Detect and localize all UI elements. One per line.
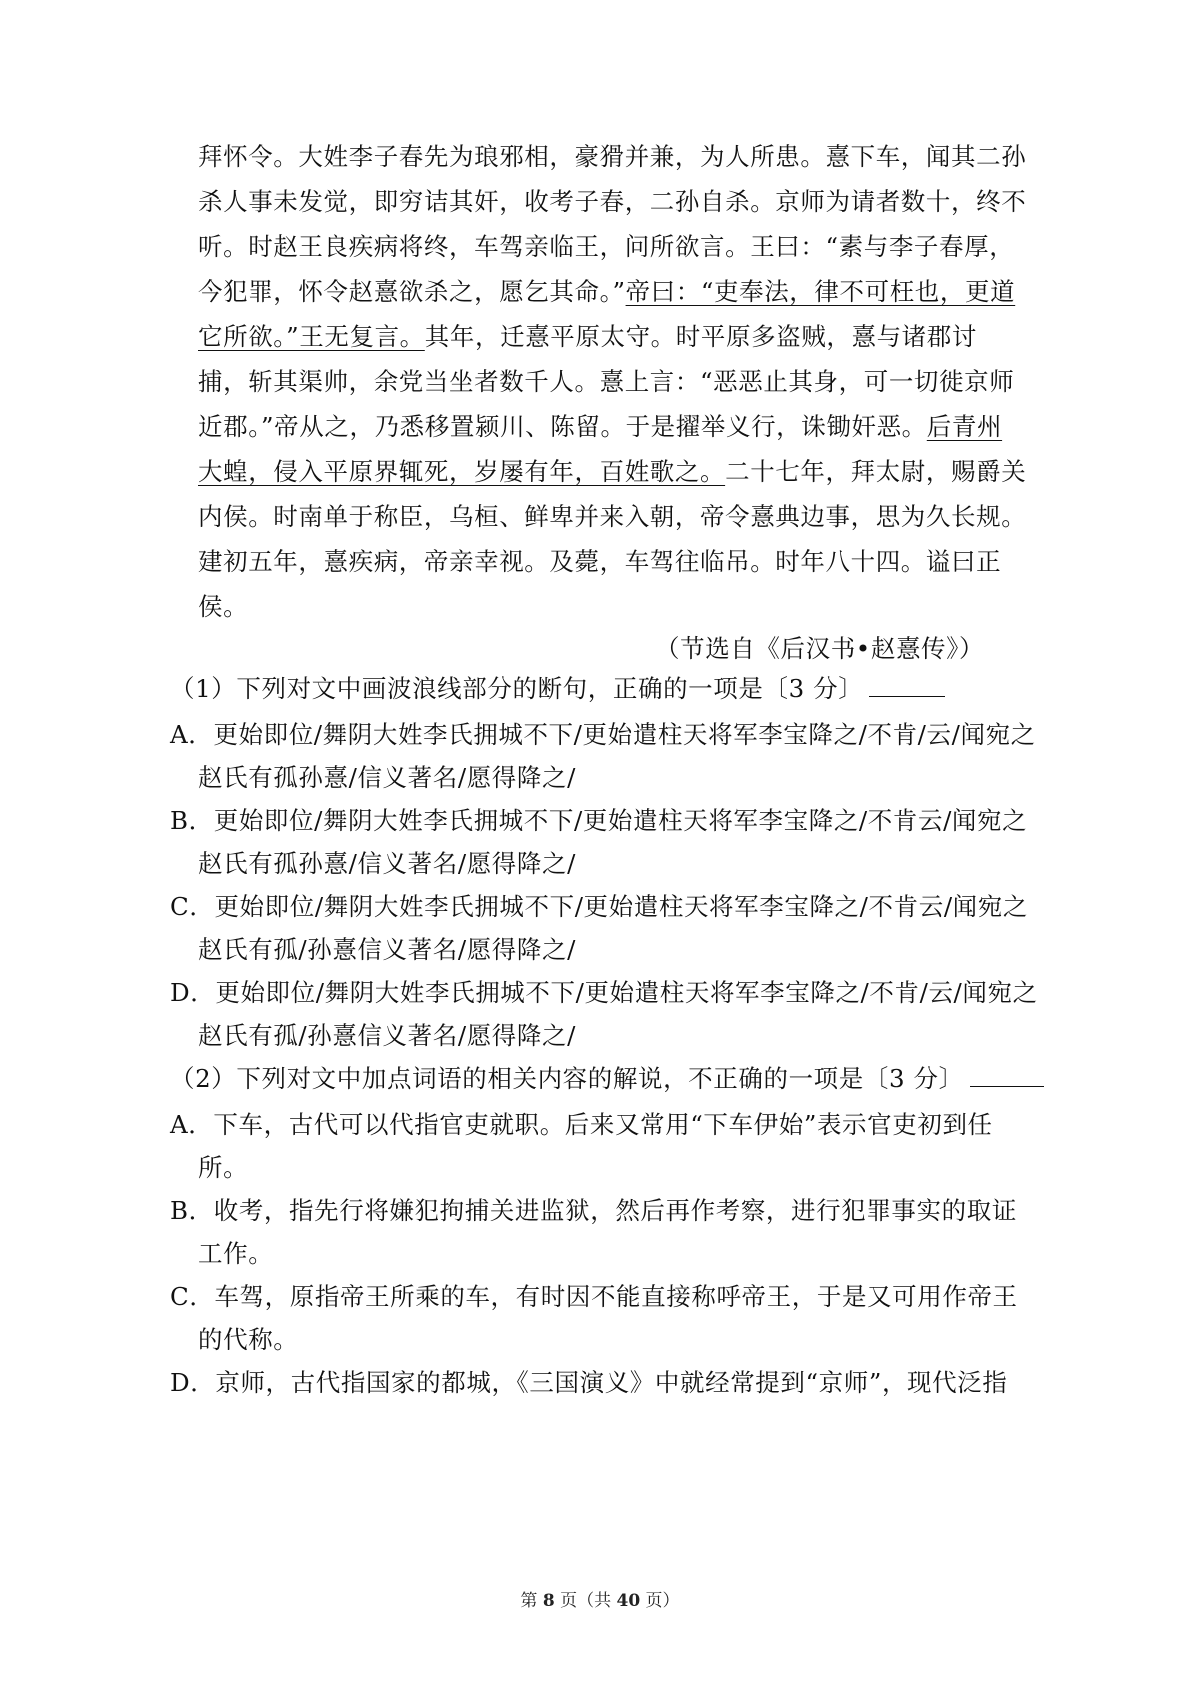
footer-prefix: 第 [520,1591,543,1611]
page-total: 40 [616,1591,641,1611]
q2-option-c-cont: 的代称。 [198,1325,299,1354]
passage-text: 近郡。”帝从之，乃悉移置颍川、陈留。于是擢举义行，诛锄奸恶。 [198,412,927,441]
passage-line-7 [198,410,1002,444]
passage-source: （节选自《后汉书•赵憙传》） [655,634,985,663]
q1-option-c[interactable] [170,890,1028,924]
option-text: 车驾，原指帝王所乘的车，有时因不能直接称呼帝王，于是又可用作帝王 [214,1282,1018,1311]
page-footer [0,1586,1200,1611]
answer-blank[interactable] [970,1064,1044,1087]
option-text: 收考，指先行将嫌犯拘捕关进监狱，然后再作考察，进行犯罪事实的取证 [213,1196,1017,1225]
option-label: A． [170,1110,214,1139]
option-label: A． [170,720,214,749]
passage-line-1 [198,140,1026,174]
passage-text: 杀人事未发觉，即穷诘其奸，收考子春，二孙自杀。京师为请者数十，终不 [198,187,1027,216]
option-text: 更始即位/舞阴大姓李氏拥城不下/更始遣柱天将军李宝降之/不肯云/闻宛之 [214,892,1028,921]
q1-option-a[interactable] [170,718,1036,752]
option-text: 更始即位/舞阴大姓李氏拥城不下/更始遣柱天将军李宝降之/不肯云/闻宛之 [213,806,1028,835]
answer-blank[interactable] [869,674,945,697]
option-label: D． [170,1368,216,1397]
passage-line-5 [198,320,977,354]
option-text: 更始即位/舞阴大姓李氏拥城不下/更始遣柱天将军李宝降之/不肯/云/闻宛之 [215,978,1038,1007]
underlined-sentence: 它所欲。”王无复言。 [198,322,425,351]
passage-text: 捕，斩其渠帅，余党当坐者数千人。憙上言：“恶恶止其身，可一切徙京师 [198,367,1015,396]
question-text: （1）下列对文中画波浪线部分的断句，正确的一项是〔3 分〕 [170,674,864,703]
q2-option-b-cont: 工作。 [198,1239,274,1268]
option-label: B． [170,1196,214,1225]
option-text: 京师，古代指国家的都城，《三国演义》中就经常提到“京师”，现代泛指 [215,1368,1008,1397]
q1-option-c-cont: 赵氏有孤/孙憙信义著名/愿得降之/ [198,935,576,964]
q1-option-d-cont: 赵氏有孤/孙憙信义著名/愿得降之/ [198,1021,576,1050]
passage-text: 其年，迁憙平原太守。时平原多盗贼，憙与诸郡讨 [424,322,977,351]
passage-line-11 [198,590,248,624]
question-text: （2）下列对文中加点词语的相关内容的解说，不正确的一项是〔3 分〕 [170,1064,964,1093]
q1-option-b-cont: 赵氏有孤孙憙/信义著名/愿得降之/ [198,849,576,878]
passage-line-6 [198,365,1014,399]
passage-text: 内侯。时南单于称臣，乌桓、鲜卑并来入朝，帝令憙典边事，思为久长规。 [198,502,1027,531]
option-label: C． [170,1282,215,1311]
passage-text: 建初五年，憙疾病，帝亲幸视。及薨，车驾往临吊。时年八十四。谥曰正 [198,547,1002,576]
q1-option-a-cont: 赵氏有孤孙憙/信义著名/愿得降之/ [198,763,576,792]
passage-line-2 [198,185,1026,219]
question-2-stem [170,1062,1044,1096]
passage-text: 侯。 [198,592,249,621]
q2-option-d[interactable] [170,1366,1007,1400]
question-1-stem [170,672,945,706]
q2-option-a-cont: 所。 [198,1153,249,1182]
underlined-sentence: 后青州 [926,412,1003,441]
passage-line-3 [198,230,1014,264]
q1-option-b[interactable] [170,804,1027,838]
option-label: D． [170,978,216,1007]
passage-line-10 [198,545,1001,579]
passage-line-9 [198,500,1026,534]
option-label: B． [170,806,214,835]
option-text: 下车，古代可以代指官吏就职。后来又常用“下车伊始”表示官吏初到任 [213,1110,993,1139]
q2-option-a[interactable] [170,1108,993,1142]
footer-suffix: 页） [640,1591,680,1611]
page-number: 8 [542,1591,555,1611]
passage-line-8 [198,455,1026,489]
underlined-sentence: 帝曰：“吏奉法，律不可枉也，更道 [625,277,1016,306]
option-label: C． [170,892,215,921]
passage-text: 今犯罪，怀令赵憙欲杀之，愿乞其命。” [198,277,626,306]
q1-option-d[interactable] [170,976,1038,1010]
passage-text: 二十七年，拜太尉，赐爵关 [725,457,1027,486]
passage-line-4 [198,275,1015,309]
passage-text: 听。时赵王良疾病将终，车驾亲临王，问所欲言。王曰：“素与李子春厚， [198,232,1015,261]
q2-option-b[interactable] [170,1194,1017,1228]
footer-middle: 页（共 [554,1591,617,1611]
passage-text: 拜怀令。大姓李子春先为琅邪相，豪猾并兼，为人所患。憙下车，闻其二孙 [198,142,1027,171]
underlined-sentence: 大蝗，侵入平原界辄死，岁屡有年，百姓歌之。 [198,457,726,486]
q2-option-c[interactable] [170,1280,1018,1314]
option-text: 更始即位/舞阴大姓李氏拥城不下/更始遣柱天将军李宝降之/不肯/云/闻宛之 [213,720,1036,749]
